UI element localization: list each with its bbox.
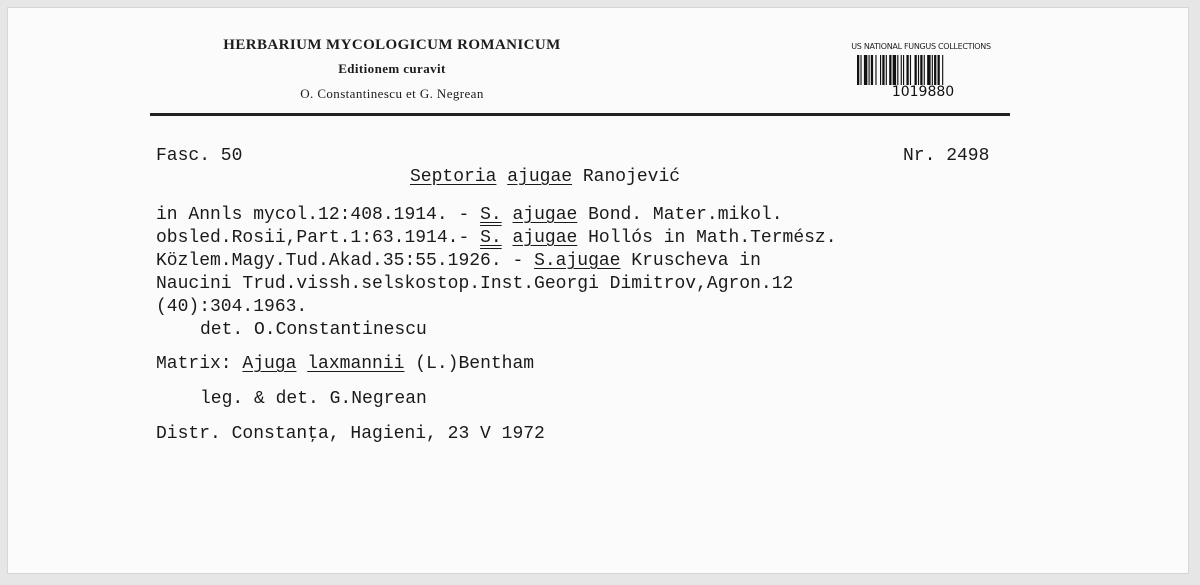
- reference-line-1: [156, 204, 783, 226]
- reference-text: Hollós in Math.Termész.: [577, 228, 837, 248]
- reference-text: Kruscheva in: [620, 251, 761, 271]
- locality-date: Distr. Constanţa, Hagieni, 23 V 1972: [156, 424, 545, 444]
- species-epithet: ajugae: [507, 167, 573, 187]
- reference-text: Közlem.Magy.Tud.Akad.35:55.1926. -: [156, 251, 535, 271]
- herbarium-editors: O. Constantinescu et G. Negrean: [300, 86, 484, 101]
- host-matrix: [156, 353, 534, 375]
- herbarium-title: HERBARIUM MYCOLOGICUM ROMANICUM: [223, 37, 561, 53]
- barcode-image: [856, 55, 990, 85]
- determination: det. O.Constantinescu: [200, 320, 427, 340]
- species-name: [410, 166, 680, 188]
- reference-epithet: ajugae: [555, 251, 621, 271]
- species-author: Ranojević: [582, 167, 681, 187]
- reference-line-2: [156, 227, 837, 249]
- host-genus: Ajuga: [242, 354, 297, 374]
- reference-text: Bond. Mater.mikol.: [577, 205, 783, 225]
- host-epithet: laxmannii: [307, 354, 405, 374]
- species-genus: Septoria: [410, 167, 497, 187]
- herbarium-subtitle: Editionem curavit: [338, 61, 446, 76]
- reference-epithet: ajugae: [512, 228, 578, 248]
- reference-line-3: [156, 250, 761, 272]
- reference-genus-abbrev: S.: [480, 205, 502, 225]
- reference-genus-abbrev: S.: [480, 228, 502, 248]
- reference-line-4: Naucini Trud.vissh.selskostop.Inst.Georgi Dimitrov,Agron.12: [156, 274, 794, 294]
- collector: leg. & det. G.Negrean: [200, 389, 427, 409]
- barcode-number: 1019880: [891, 84, 955, 100]
- fascicle-number: Fasc. 50: [156, 146, 243, 166]
- host-author: (L.)Bentham: [404, 354, 535, 374]
- exsiccata-number: Nr. 2498: [903, 146, 990, 166]
- barcode-caption: US NATIONAL FUNGUS COLLECTIONS: [851, 42, 991, 51]
- reference-text: obsled.Rosii,Part.1:63.1914.-: [156, 228, 481, 248]
- reference-genus-abbrev: S.: [534, 251, 556, 271]
- reference-line-5: (40):304.1963.: [156, 297, 308, 317]
- reference-epithet: ajugae: [512, 205, 578, 225]
- reference-text: in Annls mycol.12:408.1914. -: [156, 205, 481, 225]
- matrix-label: Matrix:: [156, 354, 243, 374]
- header-divider: [150, 113, 1010, 116]
